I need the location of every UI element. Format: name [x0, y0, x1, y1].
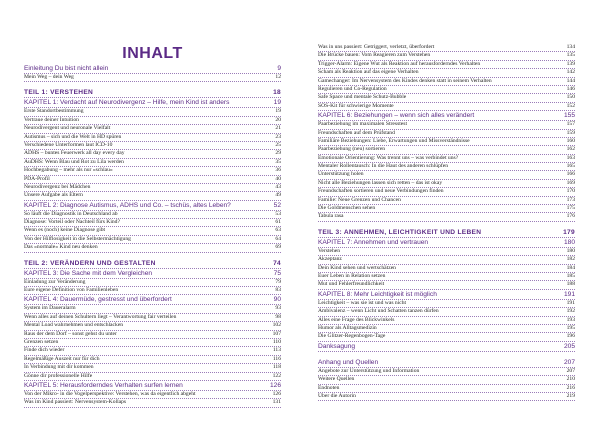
toc-page-number: 79	[275, 278, 281, 285]
toc-page-number: 155	[563, 112, 575, 120]
toc-chapter-entry[interactable]	[24, 201, 281, 211]
toc-page-number: 195	[566, 324, 575, 331]
toc-page-number: 49	[275, 192, 281, 199]
toc-page-number: 21	[275, 125, 281, 132]
toc-entries-right	[318, 44, 575, 401]
toc-entry-title: Danksagung	[318, 342, 356, 350]
toc-page-number: 159	[566, 129, 575, 136]
toc-entry-title: Raus der dem Dorf – sonst gehst du unter	[24, 330, 117, 337]
toc-entry[interactable]	[318, 368, 575, 376]
toc-entry[interactable]	[318, 94, 575, 102]
toc-entry[interactable]	[24, 339, 281, 347]
toc-page-number: 12	[275, 74, 281, 80]
toc-entry-title: In Verbindung mit dir kommen	[24, 364, 94, 371]
toc-entry-title: Hochbegabung – mehr als nur »schlau«	[24, 167, 113, 174]
toc-entry-title: Vertraue deiner Intuition	[24, 116, 79, 123]
toc-entry[interactable]	[24, 227, 281, 235]
toc-entry-title: Eure eigene Definition von Familienleben	[24, 287, 119, 294]
toc-page-number: 188	[566, 281, 575, 288]
toc-entry-title: Mentaler Rollentausch: In die Haut des anderen schlüpfen	[318, 163, 449, 170]
toc-entry[interactable]	[24, 150, 281, 158]
toc-entry-title: Nicht alle Beziehungen lassen sich retten – das ist okay	[318, 179, 443, 186]
toc-entry-title: Was im Kind passiert: Nervensystem-Kollaps	[24, 399, 127, 406]
toc-entry[interactable]	[24, 279, 281, 287]
toc-entry-title: Familie: Neue Grenzen und Chancen	[318, 196, 401, 203]
toc-entry-title: Einladung zur Veränderung	[24, 278, 86, 285]
toc-entry[interactable]	[318, 171, 575, 179]
toc-page-number: 75	[273, 269, 281, 277]
toc-entry-title: Wenn es (noch) keine Diagnose gibt	[24, 227, 106, 234]
toc-entry-title: TEIL 3: ANNEHMEN, LEICHTIGKEIT UND LEBEN	[318, 228, 482, 236]
toc-entry[interactable]	[318, 130, 575, 138]
toc-page-number: 29	[275, 150, 281, 157]
toc-page-number: 216	[566, 384, 575, 391]
toc-page-number: 40	[275, 175, 281, 182]
toc-chapter-entry[interactable]	[24, 295, 281, 305]
toc-entry-title: TEIL 1: VERSTEHEN	[24, 89, 94, 97]
toc-page-number: 102	[272, 322, 281, 329]
toc-entry-title: Autismus – sich und die Welt in HD spüren	[24, 133, 122, 140]
toc-page-number: 152	[566, 102, 575, 109]
toc-page-number: 185	[566, 272, 575, 279]
toc-entry[interactable]	[24, 142, 281, 150]
toc-entry-title: SOS-Kit für schwierige Momente	[318, 102, 394, 109]
toc-page-number: 150	[566, 94, 575, 101]
toc-entry[interactable]	[24, 108, 281, 116]
toc-page-number: 107	[272, 330, 281, 337]
toc-entry[interactable]	[318, 138, 575, 146]
toc-entry-title: Familiäre Beziehungen: Liebe, Erwartungen und Missverständnisse	[318, 137, 470, 144]
toc-entry-title: TEIL 2: VERÄNDERN UND GESTALTEN	[24, 259, 156, 267]
toc-entry-title: PDA-Profil	[24, 175, 50, 182]
toc-chapter-entry[interactable]	[318, 290, 575, 300]
toc-page-number: 122	[272, 372, 281, 379]
toc-entry-title: Dein Kind sehen und wertschätzen	[318, 264, 396, 271]
toc-entry[interactable]	[318, 248, 575, 256]
toc-chapter-entry[interactable]	[24, 269, 281, 279]
toc-entry-title: Die Glitzer-Regenbogen-Tage	[318, 333, 386, 340]
toc-entry[interactable]	[318, 69, 575, 77]
toc-entry[interactable]	[24, 314, 281, 322]
toc-page-number: 207	[563, 358, 575, 366]
toc-entry-title: Weitere Quellen	[318, 376, 355, 383]
toc-entry-title: Verstehen	[318, 247, 341, 254]
toc-entry-title: KAPITEL 6: Beziehungen – wenn sich alles verändert	[318, 112, 475, 120]
toc-page-number: 191	[563, 290, 575, 298]
toc-part-heading[interactable]	[318, 228, 575, 238]
toc-entry-title: KAPITEL 1: Verdacht auf Neurodivergenz – Hilfe, mein Kind ist anders	[24, 99, 230, 107]
toc-entry-title: Die Goldmenschen sehen	[318, 205, 376, 212]
toc-entry-title: Das »normale« Kind neu denken	[24, 244, 98, 251]
toc-entry[interactable]	[318, 273, 575, 281]
toc-entry[interactable]	[24, 219, 281, 227]
toc-page-number: 139	[566, 60, 575, 67]
toc-page-number: 182	[566, 256, 575, 263]
toc-page-number: 205	[563, 342, 575, 350]
toc-page-number: 184	[566, 264, 575, 271]
toc-page-number: 165	[566, 163, 575, 170]
toc-entry-title: Unterstützung holen	[318, 171, 364, 178]
toc-page-number: 173	[566, 196, 575, 203]
toc-entry-title: Euer Leben in Relation setzen	[318, 272, 386, 279]
toc-entry[interactable]	[318, 300, 575, 308]
toc-page-number: 36	[275, 167, 281, 174]
toc-entry[interactable]	[24, 305, 281, 313]
toc-entry[interactable]	[24, 192, 281, 200]
toc-entry-title: Anhang und Quellen	[318, 358, 379, 366]
toc-part-heading[interactable]	[24, 88, 281, 98]
toc-page-number: 176	[566, 213, 575, 220]
toc-page-number: 169	[566, 179, 575, 186]
toc-entry-title: KAPITEL 3: Die Sache mit dem Vergleichen	[24, 269, 153, 277]
toc-entry[interactable]	[318, 376, 575, 384]
toc-entry-title: Neurodivergent und neuronale Vielfalt	[24, 125, 111, 132]
toc-page-number: 93	[275, 305, 281, 312]
toc-page-number: 19	[273, 99, 281, 107]
toc-entry[interactable]	[318, 86, 575, 94]
toc-page-number: 74	[273, 259, 281, 267]
toc-entry[interactable]	[318, 44, 575, 52]
toc-entry-title: Leichtigkeit – was sie ist und was nicht	[318, 299, 407, 306]
toc-entry[interactable]	[24, 399, 281, 407]
toc-chapter-entry[interactable]	[24, 98, 281, 108]
toc-page-number: 69	[275, 244, 281, 251]
toc-entry-title: Grenzen setzen	[24, 338, 59, 345]
toc-entry-title: Alles eine Frage des Blickwinkels	[318, 316, 395, 323]
toc-chapter-entry[interactable]	[24, 64, 281, 74]
toc-page-number: 142	[566, 69, 575, 76]
toc-entry-title: Regulieren und Co-Regulation	[318, 85, 387, 92]
toc-entry-title: Humor als Alltagsmedizin	[318, 324, 377, 331]
toc-entry[interactable]	[318, 163, 575, 171]
toc-page-number: 134	[566, 44, 575, 50]
toc-page-number: 110	[272, 338, 281, 345]
toc-entry[interactable]	[24, 331, 281, 339]
toc-entry[interactable]	[318, 325, 575, 333]
toc-entry[interactable]	[318, 256, 575, 264]
toc-entry-title: Einleitung Du bist nicht allein	[24, 65, 109, 72]
toc-page-number: 64	[275, 235, 281, 242]
toc-page-number: 160	[566, 137, 575, 144]
toc-chapter-entry[interactable]	[318, 111, 575, 121]
toc-page-number: 191	[566, 299, 575, 306]
toc-entry[interactable]	[24, 391, 281, 399]
toc-entry-title: So läuft die Diagnostik in Deutschland ab	[24, 210, 118, 217]
toc-entry[interactable]	[318, 385, 575, 393]
toc-entry[interactable]	[24, 211, 281, 219]
toc-entry[interactable]	[318, 317, 575, 325]
toc-entry-title: Akzeptanz	[318, 256, 342, 263]
toc-entry[interactable]	[24, 125, 281, 133]
toc-entry-title: Unsere Aufgabe als Eltern	[24, 192, 83, 199]
toc-page-number: 53	[275, 210, 281, 217]
toc-entry[interactable]	[24, 176, 281, 184]
toc-page-number: 207	[566, 367, 575, 374]
toc-entry-title: Trigger-Alarm: Eigene Wut als Reaktion auf herausforderndes Verhalten	[318, 60, 481, 67]
toc-page-number: 118	[272, 364, 281, 371]
toc-page-number: 131	[272, 399, 281, 406]
toc-entry-title: Was in uns passiert: Getriggert, verletzt, überfordert	[318, 44, 435, 50]
toc-page-number: 52	[273, 201, 281, 209]
toc-entry[interactable]	[318, 121, 575, 129]
toc-entry[interactable]	[318, 333, 575, 341]
toc-entry-title: ADHS – buntes Feuerwerk all day every day	[24, 150, 125, 157]
toc-entry-title: KAPITEL 2: Diagnose Autismus, ADHS und Co. – tschüs, altes Leben?	[24, 201, 231, 209]
toc-entry-title: Verschiedene Unterformen laut ICD-10	[24, 141, 113, 148]
toc-entry-title: Von der Mikro- in die Vogelperspektive: Verstehen, was da eigentlich abgeht	[24, 390, 196, 397]
toc-entry[interactable]	[318, 205, 575, 213]
toc-entry-title: Von der Hilflosigkeit in die Selbstermächtigung	[24, 235, 131, 242]
toc-entry-title: KAPITEL 7: Annehmen und vertrauen	[318, 238, 429, 246]
toc-entry-title: Paarbeziehung im maximalen Stresstest	[318, 121, 408, 128]
toc-entry[interactable]	[24, 74, 281, 82]
toc-entry[interactable]	[318, 197, 575, 205]
toc-page-number: 113	[272, 347, 281, 354]
toc-page-number: 19	[275, 108, 281, 115]
toc-entry-title: Neurodivergenz bei Mädchen	[24, 183, 91, 190]
toc-page-number: 61	[275, 219, 281, 226]
toc-page-number: 43	[275, 183, 281, 190]
toc-right-column	[318, 44, 575, 401]
toc-entry[interactable]	[318, 393, 575, 401]
toc-page-number: 20	[275, 116, 281, 123]
toc-page-number: 166	[566, 171, 575, 178]
toc-entry-title: Finde dich wieder	[24, 347, 65, 354]
toc-page-number: 219	[566, 392, 575, 399]
toc-part-heading[interactable]	[24, 259, 281, 269]
toc-entry[interactable]	[318, 308, 575, 316]
toc-entry-title: Regelmäßige Auszeit nur für dich	[24, 355, 100, 362]
toc-entry[interactable]	[318, 265, 575, 273]
toc-page-number: 179	[563, 228, 575, 236]
toc-entry[interactable]	[24, 159, 281, 167]
toc-entry-title: Tabula rasa	[318, 213, 344, 220]
toc-entry-title: Über die Autorin	[318, 392, 356, 399]
toc-page-number: 193	[566, 316, 575, 323]
toc-entry[interactable]	[318, 213, 575, 221]
toc-entry[interactable]	[318, 78, 575, 86]
toc-entry-title: Mut und Fehlerfreundlichkeit	[318, 281, 385, 288]
toc-entry[interactable]	[24, 322, 281, 330]
toc-chapter-entry[interactable]	[318, 238, 575, 248]
toc-entry[interactable]	[24, 117, 281, 125]
toc-entry[interactable]	[24, 364, 281, 372]
toc-entry[interactable]	[24, 373, 281, 381]
toc-entry[interactable]	[318, 103, 575, 111]
toc-entry-title: KAPITEL 5: Herausforderndes Verhalten surfen lernen	[24, 381, 183, 389]
toc-entry[interactable]	[24, 167, 281, 175]
toc-page-number: 25	[275, 141, 281, 148]
toc-chapter-entry[interactable]	[318, 342, 575, 352]
toc-page-number: 35	[275, 158, 281, 165]
toc-page-number: 180	[566, 247, 575, 254]
toc-entry[interactable]	[24, 287, 281, 295]
toc-entry-title: Gamechanger: Im Nervensystem des Kindes denken statt in seinem Verhalten	[318, 77, 492, 84]
toc-title: INHALT	[122, 45, 183, 62]
toc-entry[interactable]	[24, 356, 281, 364]
toc-entry-title: Ambivalenz – wenn Licht und Schatten tanzen dürfen	[318, 308, 439, 315]
toc-page-number: 18	[273, 89, 281, 97]
toc-entry-title: Emotionale Orientierung: Was trennt uns – was verbindet uns?	[318, 154, 459, 161]
toc-page-number: 175	[566, 205, 575, 212]
toc-page-number: 23	[275, 133, 281, 140]
toc-entry-title: Freundschaften auf dem Prüfstand	[318, 129, 395, 136]
toc-entry-title: Angebote zur Unterstützung und Information	[318, 367, 420, 374]
toc-entry[interactable]	[318, 146, 575, 154]
toc-entry[interactable]	[318, 52, 575, 60]
toc-page-number: 157	[566, 121, 575, 128]
toc-page-number: 98	[275, 313, 281, 320]
toc-entry[interactable]	[318, 155, 575, 163]
toc-page-number: 210	[566, 376, 575, 383]
toc-entry-title: AuDHS: Wenn Blau und Rot zu Lila werden	[24, 158, 124, 165]
toc-page-number: 163	[566, 154, 575, 161]
toc-entry-title: KAPITEL 8: Mehr Leichtigkeit ist möglich	[318, 290, 437, 298]
toc-page-number: 126	[269, 381, 281, 389]
toc-entry-title: Paarbeziehung (neu) sortieren	[318, 146, 386, 153]
toc-entry-title: Mein Weg – dein Weg	[24, 74, 74, 80]
toc-page-number: 116	[272, 355, 281, 362]
toc-chapter-entry[interactable]	[318, 358, 575, 368]
toc-entry-title: Diagnose: Vorteil oder Nachteil fürs Kind?	[24, 219, 120, 226]
toc-page-number: 162	[566, 146, 575, 153]
toc-entry[interactable]	[24, 184, 281, 192]
toc-page-number: 144	[566, 77, 575, 84]
toc-entries-left	[24, 64, 281, 408]
toc-entry-title: Gönne dir professionelle Hilfe	[24, 372, 93, 379]
toc-page-number: 192	[566, 308, 575, 315]
toc-page-number: 135	[566, 52, 575, 59]
toc-entry[interactable]	[24, 347, 281, 355]
toc-chapter-entry[interactable]	[24, 381, 281, 391]
toc-entry[interactable]	[318, 180, 575, 188]
toc-page-number: 63	[275, 227, 281, 234]
toc-page-number: 126	[272, 390, 281, 397]
toc-entry[interactable]	[24, 134, 281, 142]
toc-page-number: 180	[563, 238, 575, 246]
toc-page-number: 9	[277, 65, 281, 72]
toc-page-number: 196	[566, 333, 575, 340]
toc-entry-title: Die Brücke bauen: Vom Reagieren zum Verstehen	[318, 52, 431, 59]
toc-entry-title: Wenn alles auf deinen Schultern liegt – Verantwortung fair verteilen	[24, 313, 177, 320]
toc-entry[interactable]	[24, 236, 281, 244]
toc-page-number: 90	[273, 296, 281, 304]
toc-entry-title: Erste Standortbestimmung	[24, 108, 84, 115]
toc-entry[interactable]	[318, 188, 575, 196]
toc-entry-title: Scham als Reaktion auf das eigene Verhalten	[318, 69, 419, 76]
toc-entry-title: Freundschaften sortieren und neue Verbindungen finden	[318, 188, 444, 195]
toc-page-number: 83	[275, 287, 281, 294]
toc-entry[interactable]	[318, 61, 575, 69]
toc-page-number: 146	[566, 85, 575, 92]
toc-entry-title: Endnoten	[318, 384, 340, 391]
toc-entry-title: KAPITEL 4: Dauermüde, gestresst und überfordert	[24, 296, 172, 304]
toc-entry-title: Mental Load wahrnehmen und entschlacken	[24, 322, 124, 329]
toc-entry-title: Safe Space und mentale Schutz-Bubble	[318, 94, 407, 101]
toc-entry[interactable]	[24, 244, 281, 252]
toc-entry-title: System im Daueralarm	[24, 305, 76, 312]
toc-entry[interactable]	[318, 281, 575, 289]
toc-page-number: 170	[566, 188, 575, 195]
toc-left-column	[24, 0, 281, 408]
